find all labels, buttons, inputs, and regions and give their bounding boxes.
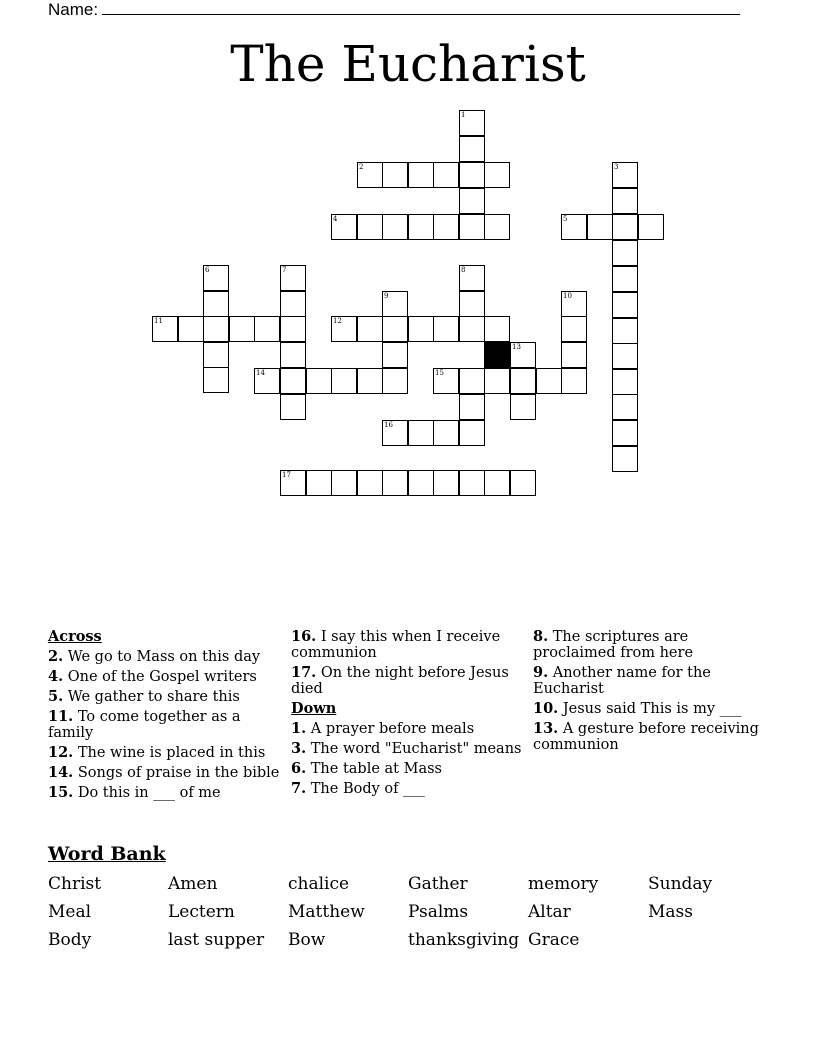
- clue-number: 10: [563, 292, 572, 300]
- down-heading: Down: [291, 700, 337, 717]
- word-bank-word: chalice: [288, 874, 350, 894]
- crossword-cell[interactable]: [357, 316, 383, 342]
- crossword-cell[interactable]: [433, 470, 459, 496]
- clue-item-text: Another name for the Eucharist: [533, 665, 711, 697]
- crossword-cell[interactable]: [382, 470, 408, 496]
- clue-item-text: A gesture before receiving communion: [533, 721, 759, 753]
- word-bank-word: Matthew: [288, 902, 365, 922]
- clues-column-2: [291, 629, 523, 801]
- word-bank-word: Amen: [168, 874, 218, 894]
- crossword-cell[interactable]: [331, 470, 357, 496]
- crossword-cell[interactable]: [433, 420, 459, 446]
- clue-item-text: The wine is placed in this: [73, 745, 266, 761]
- clue-item-number: 17.: [291, 664, 317, 681]
- word-bank-word: Christ: [48, 874, 102, 894]
- clue-item-text: We gather to share this: [63, 689, 240, 705]
- clue-item-text: One of the Gospel writers: [63, 669, 257, 685]
- crossword-cell[interactable]: [331, 368, 357, 394]
- crossword-cell[interactable]: [612, 292, 638, 318]
- clue-item-text: To come together as a family: [48, 709, 241, 741]
- crossword-cell[interactable]: [510, 470, 536, 496]
- clue-item-text: Do this in ___ of me: [73, 785, 221, 801]
- crossword-cell[interactable]: [203, 342, 229, 368]
- word-bank: [48, 874, 768, 958]
- crossword-cell[interactable]: [459, 470, 485, 496]
- clue-number: 17: [282, 471, 291, 479]
- across-clue-list: [48, 649, 280, 801]
- word-bank-word: Lectern: [168, 902, 235, 922]
- crossword-cell[interactable]: [254, 316, 280, 342]
- crossword-cell[interactable]: [612, 343, 638, 369]
- crossword-cell[interactable]: [306, 470, 332, 496]
- crossword-cell[interactable]: [459, 214, 485, 240]
- crossword-cell[interactable]: [382, 368, 408, 394]
- clue-item-text: The scriptures are proclaimed from here: [533, 629, 694, 661]
- crossword-cell[interactable]: [638, 214, 664, 240]
- clue-item-number: 13.: [533, 720, 559, 737]
- word-bank-word: Gather: [408, 874, 468, 894]
- clue-item-text: On the night before Jesus died: [291, 665, 509, 697]
- word-bank-word: Bow: [288, 930, 326, 950]
- clue-item: [291, 761, 523, 777]
- clue-item-number: 15.: [48, 784, 74, 801]
- clue-item: [48, 745, 280, 761]
- clue-item-text: The table at Mass: [306, 761, 442, 777]
- crossword-cell[interactable]: [484, 470, 510, 496]
- word-bank-word: Sunday: [648, 874, 713, 894]
- clue-number: 14: [256, 369, 265, 377]
- crossword-cell[interactable]: [357, 214, 383, 240]
- clue-item-number: 12.: [48, 744, 74, 761]
- clue-number: 6: [205, 266, 210, 274]
- word-bank-word: Altar: [528, 902, 571, 922]
- clue-item-text: The Body of ___: [306, 781, 425, 797]
- clue-item-text: I say this when I receive communion: [291, 629, 501, 661]
- word-bank-word: Grace: [528, 930, 580, 950]
- clue-number: 3: [614, 163, 619, 171]
- crossword-cell[interactable]: [612, 369, 638, 395]
- crossword-cell[interactable]: [612, 318, 638, 344]
- clue-number: 1: [461, 111, 466, 119]
- crossword-cell[interactable]: [280, 316, 306, 342]
- clue-item-number: 14.: [48, 764, 74, 781]
- clue-item: [48, 649, 280, 665]
- clue-item: [291, 741, 523, 757]
- clue-item-number: 3.: [291, 740, 307, 757]
- crossword-cell[interactable]: [484, 368, 510, 394]
- crossword-cell[interactable]: [484, 316, 510, 342]
- clue-item-number: 6.: [291, 760, 307, 777]
- across-heading: Across: [48, 628, 102, 645]
- crossword-cell[interactable]: [203, 316, 229, 342]
- word-bank-word: thanksgiving: [408, 930, 520, 950]
- crossword-cell[interactable]: [280, 394, 306, 420]
- crossword-cell[interactable]: [178, 316, 204, 342]
- word-bank-word: last supper: [168, 930, 265, 950]
- crossword-cell[interactable]: [229, 316, 255, 342]
- clue-item: [533, 721, 765, 753]
- clue-number: 4: [333, 215, 338, 223]
- clue-number: 11: [154, 317, 163, 325]
- crossword-cell[interactable]: [433, 316, 459, 342]
- crossword-cell[interactable]: [433, 162, 459, 188]
- clue-number: 5: [563, 215, 568, 223]
- crossword-cell[interactable]: [382, 214, 408, 240]
- crossword-cell[interactable]: [408, 214, 434, 240]
- clue-item: [291, 721, 523, 737]
- across-clue-list-cont: [291, 629, 523, 697]
- crossword-cell[interactable]: [408, 470, 434, 496]
- clue-item-number: 7.: [291, 780, 307, 797]
- crossword-cell[interactable]: [587, 214, 613, 240]
- clue-item-number: 9.: [533, 664, 549, 681]
- clue-item-text: We go to Mass on this day: [63, 649, 261, 665]
- word-bank-word: Meal: [48, 902, 92, 922]
- crossword-cell[interactable]: [612, 420, 638, 446]
- word-bank-word: memory: [528, 874, 599, 894]
- crossword-cell[interactable]: [612, 266, 638, 292]
- clue-item-number: 1.: [291, 720, 307, 737]
- crossword-cell[interactable]: [510, 394, 536, 420]
- crossword-cell[interactable]: [459, 136, 485, 162]
- clue-item-number: 2.: [48, 648, 64, 665]
- crossword-cell[interactable]: [459, 162, 485, 188]
- word-bank-word: Psalms: [408, 902, 469, 922]
- word-bank-word: Mass: [648, 902, 693, 922]
- crossword-cell[interactable]: [510, 368, 536, 394]
- crossword-cell[interactable]: [459, 368, 485, 394]
- crossword-cell[interactable]: [536, 368, 562, 394]
- clue-item: [291, 665, 523, 697]
- clue-item: [533, 629, 765, 661]
- crossword-cell[interactable]: [561, 342, 587, 368]
- name-label: Name:: [48, 0, 99, 19]
- clue-item: [533, 665, 765, 697]
- crossword-cell[interactable]: [484, 162, 510, 188]
- crossword-cell[interactable]: [612, 394, 638, 420]
- crossword-cell[interactable]: [382, 316, 408, 342]
- clue-item: [533, 701, 765, 717]
- crossword-cell[interactable]: [408, 162, 434, 188]
- down-clue-list: [291, 721, 523, 797]
- clue-number: 16: [384, 421, 393, 429]
- crossword-cell[interactable]: [459, 291, 485, 317]
- clue-item-number: 11.: [48, 708, 74, 725]
- page-title: The Eucharist: [230, 35, 586, 93]
- clue-item-number: 4.: [48, 668, 64, 685]
- clue-number: 12: [333, 317, 342, 325]
- crossword-cell[interactable]: [357, 368, 383, 394]
- crossword-blocked-cell: [484, 342, 510, 368]
- word-bank-title: Word Bank: [48, 843, 166, 865]
- clue-item: [291, 629, 523, 661]
- clue-item-number: 5.: [48, 688, 64, 705]
- crossword-cell[interactable]: [382, 342, 408, 368]
- clue-item-number: 8.: [533, 628, 549, 645]
- crossword-cell[interactable]: [484, 214, 510, 240]
- clue-item: [48, 689, 280, 705]
- crossword-cell[interactable]: [408, 316, 434, 342]
- clue-item-text: The word "Eucharist" means: [306, 741, 522, 757]
- clue-number: 13: [512, 343, 521, 351]
- clue-item: [48, 785, 280, 801]
- clue-item-text: Songs of praise in the bible: [73, 765, 280, 781]
- crossword-cell[interactable]: [433, 214, 459, 240]
- clue-number: 15: [435, 369, 444, 377]
- crossword-cell[interactable]: [203, 291, 229, 317]
- crossword-cell[interactable]: [382, 162, 408, 188]
- crossword-cell[interactable]: [280, 342, 306, 368]
- clue-item: [48, 669, 280, 685]
- clue-item: [291, 781, 523, 797]
- crossword-cell[interactable]: [459, 420, 485, 446]
- clue-item: [48, 765, 280, 781]
- crossword-cell[interactable]: [280, 368, 306, 394]
- clue-item: [48, 709, 280, 741]
- down-clue-list-cont: [533, 629, 765, 753]
- crossword-cell[interactable]: [459, 188, 485, 214]
- clue-item-text: A prayer before meals: [306, 721, 475, 737]
- clue-number: 7: [282, 266, 287, 274]
- crossword-cell[interactable]: [612, 446, 638, 472]
- clue-number: 9: [384, 292, 389, 300]
- clues-column-3: [533, 629, 765, 757]
- crossword-cell[interactable]: [561, 316, 587, 342]
- clue-item-text: Jesus said This is my ___: [558, 701, 742, 717]
- crossword-cell[interactable]: [459, 316, 485, 342]
- clues-column-1: [48, 629, 280, 805]
- clue-item-number: 16.: [291, 628, 317, 645]
- crossword-cell[interactable]: [357, 470, 383, 496]
- crossword-cell[interactable]: [280, 291, 306, 317]
- clue-number: 2: [359, 163, 364, 171]
- crossword-cell[interactable]: [612, 188, 638, 214]
- clue-number: 8: [461, 266, 466, 274]
- crossword-cell[interactable]: [612, 240, 638, 266]
- crossword-cell[interactable]: [203, 367, 229, 393]
- crossword-cell[interactable]: [306, 368, 332, 394]
- crossword-cell[interactable]: [612, 214, 638, 240]
- crossword-cell[interactable]: [561, 368, 587, 394]
- word-bank-word: Body: [48, 930, 92, 950]
- crossword-cell[interactable]: [459, 394, 485, 420]
- clue-item-number: 10.: [533, 700, 559, 717]
- crossword-cell[interactable]: [408, 420, 434, 446]
